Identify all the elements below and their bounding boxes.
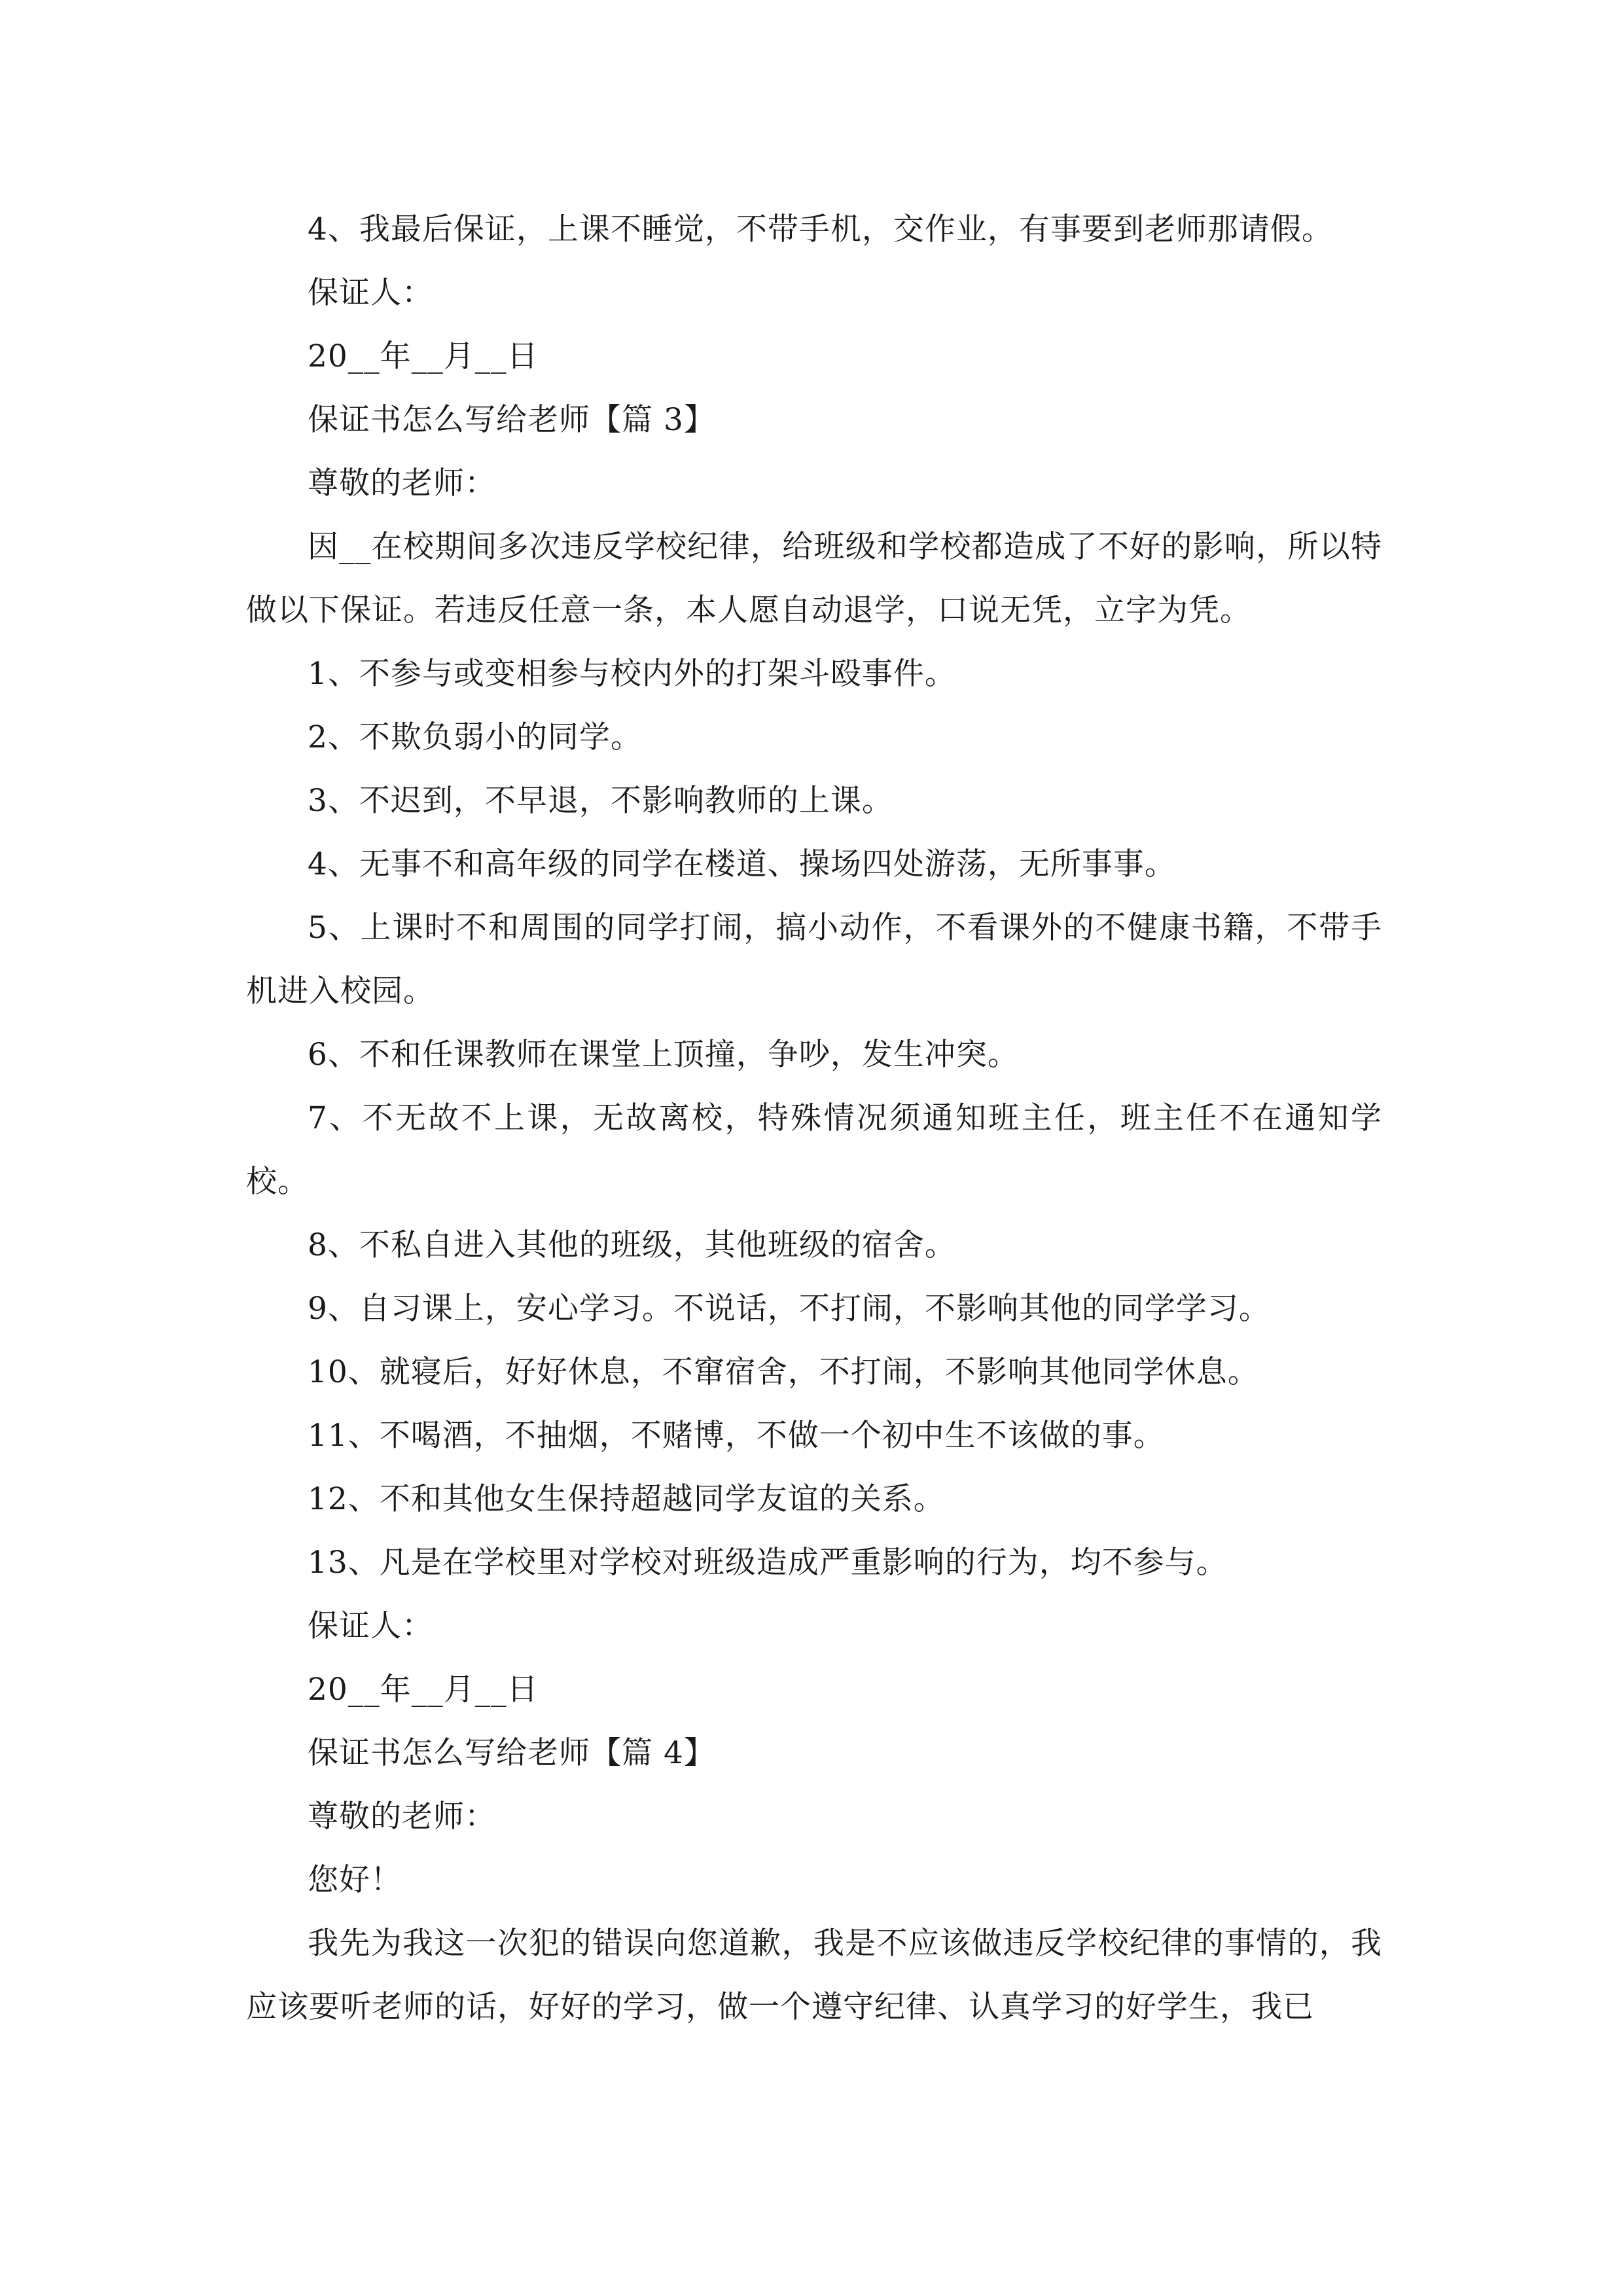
date-line: 20__年__月__日 [308, 338, 539, 374]
intro-paragraph: 因__在校期间多次违反学校纪律，给班级和学校都造成了不好的影响，所以特做以下保证。若违反任意一条，本人愿自动退学，口说无凭，立字为凭。 [246, 529, 1382, 628]
salutation: 尊敬的老师： [308, 465, 496, 501]
list-item-9: 9、自习课上，安心学习。不说话，不打闹，不影响其他的同学学习。 [308, 1291, 1270, 1327]
list-item-5: 5、上课时不和周围的同学打闹，搞小动作，不看课外的不健康书籍，不带手机进入校园。 [246, 910, 1382, 1009]
greeting: 您好！ [308, 1862, 402, 1898]
list-item-1: 1、不参与或变相参与校内外的打架斗殴事件。 [308, 656, 956, 692]
list-item-6: 6、不和任课教师在课堂上顶撞，争吵，发生冲突。 [308, 1037, 1019, 1073]
list-item-12: 12、不和其他女生保持超越同学友谊的关系。 [308, 1481, 945, 1517]
list-item-10: 10、就寝后，好好休息，不窜宿舍，不打闹，不影响其他同学休息。 [308, 1354, 1259, 1390]
list-item-7: 7、不无故不上课，无故离校，特殊情况须通知班主任，班主任不在通知学校。 [246, 1100, 1382, 1200]
list-item-3: 3、不迟到，不早退，不影响教师的上课。 [308, 783, 893, 819]
apology-paragraph: 我先为我这一次犯的错误向您道歉，我是不应该做违反学校纪律的事情的，我应该要听老师的话，好好的学习，做一个遵守纪律、认真学习的好学生，我已 [246, 1926, 1382, 2025]
section-heading-4: 保证书怎么写给老师【篇 4】 [308, 1735, 715, 1771]
guarantor-label: 保证人： [308, 275, 433, 311]
list-item-2: 2、不欺负弱小的同学。 [308, 719, 642, 755]
document-body [246, 198, 1382, 2039]
section-heading-3: 保证书怎么写给老师【篇 3】 [308, 402, 715, 438]
date-line: 20__年__月__日 [308, 1672, 539, 1708]
list-item-8: 8、不私自进入其他的班级，其他班级的宿舍。 [308, 1227, 956, 1263]
salutation: 尊敬的老师： [308, 1799, 496, 1835]
paragraph-item-4-last-promise: 4、我最后保证，上课不睡觉，不带手机，交作业，有事要到老师那请假。 [308, 211, 1333, 247]
list-item-4: 4、无事不和高年级的同学在楼道、操场四处游荡，无所事事。 [308, 846, 1176, 882]
guarantor-label: 保证人： [308, 1608, 433, 1644]
list-item-13: 13、凡是在学校里对学校对班级造成严重影响的行为，均不参与。 [308, 1545, 1228, 1581]
list-item-11: 11、不喝酒，不抽烟，不赌博，不做一个初中生不该做的事。 [308, 1418, 1165, 1454]
